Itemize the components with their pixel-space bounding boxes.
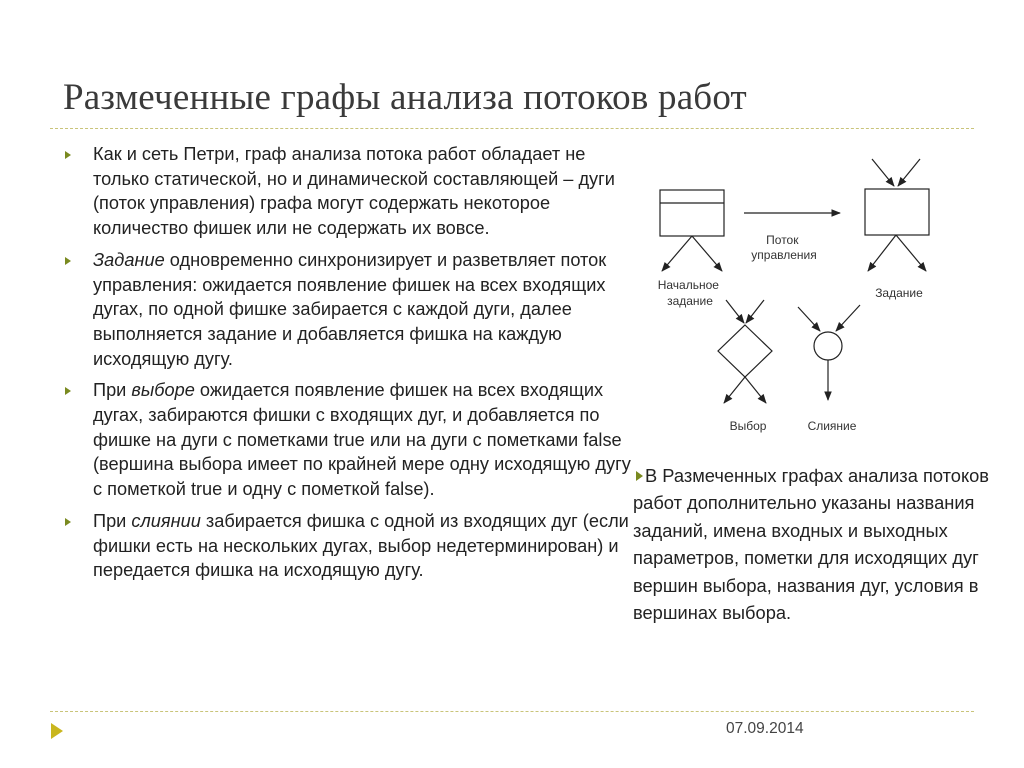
task-in-arc-right [898, 159, 920, 186]
side-bullet-arrow-icon [636, 471, 643, 481]
workflow-diagram [640, 145, 980, 445]
start-task-node [660, 190, 724, 236]
merge-node [814, 332, 842, 360]
task-out-arc-left [868, 235, 896, 271]
bullet-text: При [93, 510, 132, 531]
start-task-out-arc-left [662, 236, 692, 271]
choice-in-arc-left [726, 300, 744, 323]
bullet-text: Как и сеть Петри, граф анализа потока работ обладает не только статической, но и динамической составляющей – дуги (поток управления) графа могут содержать некоторое количество фишек или не содержать их вовсе. [93, 144, 615, 239]
bullet-arrow-icon [65, 257, 71, 265]
choice-label: Выбор [729, 419, 767, 433]
bullet-arrow-icon [65, 518, 71, 526]
title-divider [50, 128, 974, 129]
footer-divider [50, 711, 974, 712]
merge-in-arc-left [798, 307, 820, 331]
bullet-text: ожидается появление фишек на всех входящих дугах, забираются фишки с входящих дуг, и добавляется по фишке на дуги с пометками true или на дуги с пометками false (вершина выбора имеет по крайней мере одну исходящую дугу с пометкой true и одну с пометкой false). [93, 380, 631, 500]
bullet-item [63, 378, 633, 502]
task-out-arc-right [896, 235, 926, 271]
slide-date: 07.09.2014 [726, 720, 804, 737]
slide-title: Размеченные графы анализа потоков работ [63, 77, 747, 118]
side-note-text: В Размеченных графах анализа потоков работ дополнительно указаны названия заданий, имена входных и выходных параметров, пометки для исходящих дуг вершин выбора, названия дуг, условия в вершинах выбора. [633, 465, 990, 624]
merge-in-arc-right [836, 305, 860, 331]
bullet-term: выборе [131, 380, 195, 401]
start-task-label: Начальное задание [657, 278, 719, 308]
choice-out-arc-left [724, 377, 745, 403]
choice-in-arc-right [746, 300, 764, 323]
bullet-term: Задание [93, 249, 165, 270]
bullet-term: слиянии [131, 510, 201, 531]
bullet-text: забирается фишка с одной из входящих дуг (если фишки есть на нескольких дугах, выбор недетерминирован) и передается фишка на исходящую дугу. [93, 510, 629, 581]
side-note [633, 462, 993, 626]
task-in-arc-left [872, 159, 894, 186]
choice-out-arc-right [745, 377, 766, 403]
bullet-arrow-icon [65, 387, 71, 395]
merge-label: Слияние [807, 419, 857, 433]
start-task-out-arc-right [692, 236, 722, 271]
control-flow-label: Поток управления [751, 233, 817, 262]
slide-nav-arrow-icon [51, 723, 63, 739]
bullet-list [63, 142, 633, 590]
bullet-item [63, 248, 633, 372]
task-node [865, 189, 929, 235]
bullet-arrow-icon [65, 151, 71, 159]
bullet-text: одновременно синхронизирует и разветвляет поток управления: ожидается появление фишек на всех входящих дугах, по одной фишке забирается с каждой дуги, далее выполняется задание и добавляется фишка на каждую исходящую дугу. [93, 249, 607, 369]
bullet-item [63, 509, 633, 583]
choice-node [718, 325, 772, 377]
task-label: Задание [875, 286, 923, 300]
bullet-item [63, 142, 633, 241]
bullet-text: При [93, 380, 132, 401]
